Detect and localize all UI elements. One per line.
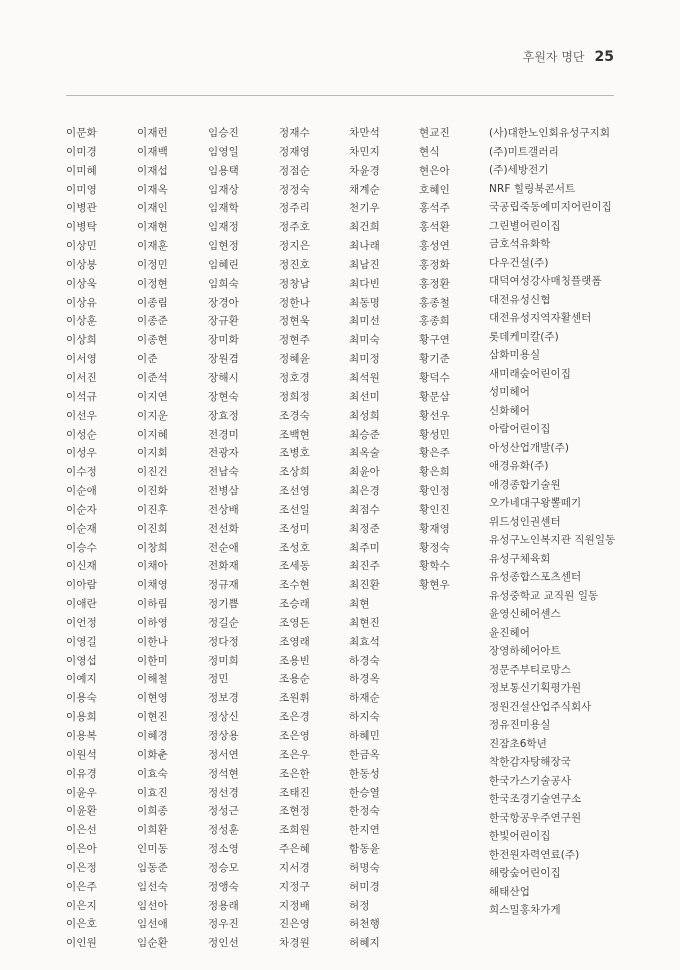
donor-name: 홍석주 <box>419 202 451 215</box>
donor-name: 최미선 <box>349 315 381 328</box>
donor-name: 허미경 <box>349 880 381 893</box>
donor-name: 이아람 <box>66 579 98 592</box>
donor-organization: 유성구노인복지관 직원일동 <box>489 534 616 546</box>
donor-name: 홍정화 <box>419 258 451 271</box>
donor-organization: 금호석유화학 <box>489 238 551 250</box>
donor-name: 정기쁨 <box>208 598 240 611</box>
donor-organization: 아람어린이집 <box>489 423 551 435</box>
donor-name: 이은호 <box>66 918 98 931</box>
donor-name: 정미희 <box>208 654 240 667</box>
donor-name: 조영래 <box>279 635 311 648</box>
donor-name: 이원석 <box>66 748 98 761</box>
donor-name: 최미정 <box>349 353 381 366</box>
donor-organization: 유성구체육회 <box>489 552 551 565</box>
donor-name: 황문삼 <box>419 390 451 403</box>
donor-name: 황인정 <box>419 485 451 498</box>
donor-name: 장미화 <box>208 334 240 347</box>
donor-name: 조원휘 <box>279 692 311 705</box>
donor-name: 최진주 <box>349 560 381 573</box>
donor-name: 정민 <box>208 673 229 686</box>
donor-name: 이용복 <box>66 730 98 742</box>
donor-name: 정지은 <box>279 240 311 253</box>
donor-name: 조태진 <box>279 786 311 799</box>
donor-organization: 진잠초6학년 <box>489 737 547 750</box>
donor-name: 임재학 <box>208 202 240 215</box>
donor-organization: 성미헤어 <box>489 386 530 398</box>
donor-organization: 장영하헤어아트 <box>489 645 561 657</box>
donor-organization: 그린별어린이집 <box>489 219 561 232</box>
donor-name: 이수정 <box>66 466 98 479</box>
donor-name: 정주리 <box>279 202 311 215</box>
page-number: 25 <box>594 49 614 65</box>
donor-name: 임혜린 <box>208 258 240 271</box>
donor-name: 조승래 <box>279 598 311 611</box>
donor-name: 지정구 <box>279 880 311 893</box>
donor-organization: 정유진미용실 <box>489 719 551 731</box>
donor-organization: 한국가스기술공사 <box>489 774 571 787</box>
donor-organization: 한국항공우주연구원 <box>489 811 582 824</box>
donor-name: 이용숙 <box>66 692 98 705</box>
donor-organization: 희스밀홍차가게 <box>489 904 561 916</box>
donor-name: 최다빈 <box>349 277 381 290</box>
donor-name: 정선경 <box>208 786 240 799</box>
donor-name: 정규재 <box>208 579 240 592</box>
name-column-1 <box>66 124 97 953</box>
donor-name: 이진후 <box>137 503 169 516</box>
donor-name: 최미숙 <box>349 334 381 347</box>
donor-name: 이한미 <box>137 654 169 667</box>
donor-name: 홍종희 <box>419 315 451 328</box>
donor-name: 임영일 <box>208 145 240 158</box>
donor-name: 최승준 <box>349 428 381 441</box>
donor-name: 이재현 <box>137 221 169 234</box>
donor-name: 조영돈 <box>279 616 311 629</box>
donor-name: 정서연 <box>208 748 240 761</box>
donor-name: 조용순 <box>279 673 311 686</box>
donor-name: 하지숙 <box>349 711 381 724</box>
donor-name: 이유경 <box>66 767 98 780</box>
donor-name: 이선우 <box>66 409 98 422</box>
donor-name: 황학수 <box>419 560 451 573</box>
donor-name: 이재백 <box>137 145 169 158</box>
donor-name: 정정숙 <box>279 183 311 196</box>
donor-name: 이종현 <box>137 334 169 347</box>
donor-name: 최현진 <box>349 616 381 629</box>
donor-name: 이해철 <box>137 673 169 686</box>
donor-name: 최정준 <box>349 522 381 535</box>
donor-name: 황은주 <box>419 447 451 460</box>
donor-name: 현교진 <box>419 127 451 139</box>
donor-name: 장경아 <box>208 296 240 309</box>
donor-name: 하혜민 <box>349 730 381 742</box>
donor-name: 한정숙 <box>349 805 381 818</box>
donor-name: 이서영 <box>66 353 98 366</box>
donor-name: 정우진 <box>208 918 240 931</box>
donor-name: 조성미 <box>279 522 311 535</box>
donor-name: 장현숙 <box>208 390 240 403</box>
donor-name: 이미경 <box>66 145 98 158</box>
donor-name: 황기준 <box>419 353 451 366</box>
donor-name: 이재훈 <box>137 240 169 253</box>
donor-name: 전상배 <box>208 503 240 516</box>
donor-name: 정소영 <box>208 843 240 856</box>
donor-name: 이성우 <box>66 447 98 460</box>
donor-name: 최성희 <box>349 409 381 422</box>
donor-name: 함동윤 <box>349 843 381 856</box>
donor-name: 정호경 <box>279 371 311 384</box>
donor-name: 임승진 <box>208 127 240 139</box>
donor-name: 이진건 <box>137 466 169 479</box>
donor-name: 정점순 <box>279 164 311 177</box>
donor-organization: 대덕여성강사매칭플랫폼 <box>489 275 602 287</box>
donor-name: 하재순 <box>349 692 381 705</box>
donor-name: 차만석 <box>349 127 381 139</box>
donor-name: 황선우 <box>419 409 451 422</box>
donor-name: 이정민 <box>137 258 169 271</box>
donor-name: 조성호 <box>279 541 311 554</box>
donor-name: 전경미 <box>208 428 240 441</box>
donor-name: 진은영 <box>279 918 311 931</box>
donor-name: 이미영 <box>66 183 98 196</box>
donor-name: 정희정 <box>279 390 311 403</box>
donor-name: 이효숙 <box>137 767 169 780</box>
donor-name: 조현정 <box>279 805 311 818</box>
donor-name: 조은한 <box>279 767 311 780</box>
donor-name: 이효진 <box>137 786 169 799</box>
donor-name: 정창남 <box>279 277 311 290</box>
donor-name: 정상용 <box>208 730 240 742</box>
donor-name: 이혜경 <box>137 730 169 742</box>
donor-name: 이영섭 <box>66 654 98 667</box>
donor-name: 최남진 <box>349 258 381 271</box>
donor-name: 조선일 <box>279 503 311 516</box>
donor-name: 이예지 <box>66 673 98 686</box>
donor-name: 홍석환 <box>419 221 451 234</box>
donor-name: 이인원 <box>66 937 98 950</box>
donor-organization: 아성산업개발(주) <box>489 441 570 454</box>
donor-name: 조용빈 <box>279 654 311 667</box>
donor-organization: 윤진헤어 <box>489 626 530 639</box>
donor-organization: (주)미트갤러리 <box>489 145 559 158</box>
donor-name: 최진환 <box>349 579 381 592</box>
donor-name: 임현정 <box>208 240 240 253</box>
donor-name: 전순애 <box>208 541 240 554</box>
donor-name: 황현우 <box>419 579 451 592</box>
section-title: 후원자 명단 <box>522 50 585 64</box>
donor-name: 정상신 <box>208 711 240 724</box>
donor-name: 정석현 <box>208 767 240 780</box>
donor-name: 허혜지 <box>349 937 381 950</box>
donor-name: 최은경 <box>349 485 381 498</box>
donor-name: 허정 <box>349 899 370 912</box>
donor-name: 이화춘 <box>137 748 169 761</box>
donor-name: 이지회 <box>137 447 169 460</box>
donor-organization: 롯데케미칼(주) <box>489 330 559 343</box>
donor-organization: 오가네대구왕뽈떼기 <box>489 497 582 509</box>
donor-name: 정재영 <box>279 145 311 158</box>
donor-name: 지서경 <box>279 861 311 874</box>
donor-name: 정현주 <box>279 334 311 347</box>
donor-name: 정주호 <box>279 221 311 234</box>
donor-name: 이준석 <box>137 371 169 384</box>
donor-organization: 정문주부티로망스 <box>489 663 571 676</box>
donor-organization: 애경종합기술원 <box>489 478 561 491</box>
donor-name: 정인선 <box>208 937 240 950</box>
donor-name: 정승모 <box>208 861 240 874</box>
donor-name: 홍성연 <box>419 240 451 253</box>
donor-organization: 대전유성지역자활센터 <box>489 312 592 324</box>
donor-organization: 신화헤어 <box>489 404 530 417</box>
donor-name: 최옥술 <box>349 447 381 460</box>
donor-name: 이윤환 <box>66 805 98 818</box>
donor-name: 이준 <box>137 353 158 366</box>
donor-name: 임용택 <box>208 164 240 177</box>
donor-name: 이진화 <box>137 485 169 498</box>
donor-name: 임선아 <box>137 899 169 912</box>
donor-name: 차경원 <box>279 937 311 950</box>
donor-name: 임동준 <box>137 861 169 874</box>
donor-name: 정진호 <box>279 258 311 271</box>
donor-name: 정용래 <box>208 899 240 912</box>
donor-name: 이서진 <box>66 371 98 384</box>
donor-name: 홍종철 <box>419 296 451 309</box>
donor-name: 이종림 <box>137 296 169 309</box>
donor-name: 이하림 <box>137 598 169 611</box>
donor-organization: 해랑숲어린이집 <box>489 867 561 879</box>
donor-name: 이상민 <box>66 240 98 253</box>
donor-organization: 다우건설(주) <box>489 256 549 269</box>
donor-name: 이희환 <box>137 824 169 837</box>
donor-name: 이재섭 <box>137 164 169 177</box>
donor-name: 이은선 <box>66 824 98 837</box>
donor-name: 이은정 <box>66 861 98 874</box>
donor-organization: 위드성인권센터 <box>489 515 561 528</box>
donor-name: 조은경 <box>279 711 311 724</box>
donor-name: 최효석 <box>349 635 381 648</box>
donor-name: 조은우 <box>279 748 311 761</box>
donor-name: 이희종 <box>137 805 169 818</box>
donor-name: 이용희 <box>66 711 98 724</box>
donor-name: 차윤경 <box>349 164 381 177</box>
donor-name: 최주미 <box>349 541 381 554</box>
donor-name: 현은아 <box>419 164 451 177</box>
donor-name: 이신재 <box>66 560 98 573</box>
donor-name: 이성순 <box>66 428 98 441</box>
donor-name: 이상희 <box>66 334 98 347</box>
donor-name: 황인진 <box>419 503 451 516</box>
organization-column <box>489 124 615 920</box>
donor-name: 황은희 <box>419 466 451 479</box>
donor-name: 하경옥 <box>349 673 381 686</box>
donor-name: 전병삼 <box>208 485 240 498</box>
donor-name: 전선화 <box>208 522 240 535</box>
donor-name: 이언정 <box>66 616 98 629</box>
donor-name: 채계순 <box>349 183 381 196</box>
donor-name: 최점수 <box>349 503 381 516</box>
donor-organization: 정원건설산업주식회사 <box>489 700 592 713</box>
donor-name: 임재상 <box>208 183 240 196</box>
donor-name: 이하영 <box>137 616 169 629</box>
donor-organization: 새미래숲어린이집 <box>489 367 571 380</box>
donor-name: 전광자 <box>208 447 240 460</box>
donor-name: 이윤우 <box>66 786 98 799</box>
donor-name: 이순자 <box>66 503 98 516</box>
donor-name: 정성훈 <box>208 824 240 837</box>
donor-name: 정성근 <box>208 805 240 818</box>
donor-name: 이애란 <box>66 598 98 611</box>
donor-name: 정앵숙 <box>208 880 240 893</box>
donor-name: 정현욱 <box>279 315 311 328</box>
donor-name: 주은혜 <box>279 843 311 856</box>
donor-name: 인미동 <box>137 843 169 856</box>
donor-name: 정다정 <box>208 635 240 648</box>
donor-name: 황덕수 <box>419 371 451 384</box>
donor-name: 조수현 <box>279 579 311 592</box>
donor-name: 이지혜 <box>137 428 169 441</box>
donor-name: 이영길 <box>66 635 98 648</box>
donor-name: 현식 <box>419 145 440 158</box>
donor-organization: 유성중학교 교직원 일동 <box>489 589 599 602</box>
donor-name: 황성민 <box>419 428 451 441</box>
donor-organization: 윤영신헤어센스 <box>489 608 561 620</box>
donor-name: 장해시 <box>208 371 240 384</box>
donor-name: 조경숙 <box>279 409 311 422</box>
donor-name: 장원겸 <box>208 353 240 366</box>
donor-name: 이병관 <box>66 202 98 215</box>
donor-name: 이은아 <box>66 843 98 856</box>
donor-name: 임선애 <box>137 918 169 931</box>
donor-organization: 대전유성신협 <box>489 293 551 306</box>
donor-organization: 한전원자력연료(주) <box>489 848 580 861</box>
donor-name: 장규환 <box>208 315 240 328</box>
donor-name: 이병탁 <box>66 221 98 234</box>
donor-name: 이지운 <box>137 409 169 422</box>
donor-name: 정보경 <box>208 692 240 705</box>
donor-name: 정한나 <box>279 296 311 309</box>
donor-name: 정길순 <box>208 616 240 629</box>
donor-organization: 해태산업 <box>489 885 530 898</box>
donor-name: 이상붕 <box>66 258 98 271</box>
donor-name: 이한나 <box>137 635 169 648</box>
donor-name: 이문화 <box>66 127 98 139</box>
donor-name: 최나래 <box>349 240 381 253</box>
donor-name: 최석원 <box>349 371 381 384</box>
donor-name: 하경숙 <box>349 654 381 667</box>
donor-name: 황구연 <box>419 334 451 347</box>
donor-organization: (주)세방전기 <box>489 164 549 176</box>
donor-name: 황재영 <box>419 522 451 535</box>
donor-name: 임선숙 <box>137 880 169 893</box>
donor-name: 조세동 <box>279 560 311 573</box>
donor-name: 최선미 <box>349 390 381 403</box>
donor-name: 조선영 <box>279 485 311 498</box>
name-column-2 <box>137 124 168 953</box>
header-divider <box>66 95 614 96</box>
donor-name: 이석규 <box>66 390 98 403</box>
donor-name: 임순환 <box>137 937 169 950</box>
donor-name: 천기우 <box>349 202 381 215</box>
donor-name: 최건희 <box>349 221 381 234</box>
donor-name: 임희숙 <box>208 277 240 290</box>
donor-name: 이재인 <box>137 202 169 215</box>
donor-name: 이진희 <box>137 522 169 535</box>
donor-name: 장효정 <box>208 409 240 422</box>
donor-organization: (사)대한노인회유성구지회 <box>489 127 611 139</box>
donor-name: 이정현 <box>137 277 169 290</box>
page-header <box>523 48 614 65</box>
donor-name: 이현진 <box>137 711 169 724</box>
donor-name: 호혜인 <box>419 183 451 196</box>
donor-name: 이미혜 <box>66 164 98 177</box>
donor-organization: 착한감자탕해장국 <box>489 756 571 768</box>
donor-name: 최동명 <box>349 296 381 309</box>
donor-name: 이채영 <box>137 579 169 592</box>
donor-organization: 한국조경기술연구소 <box>489 793 582 805</box>
name-column-5 <box>349 124 380 953</box>
donor-name: 임재정 <box>208 221 240 234</box>
donor-name: 조상희 <box>279 466 311 479</box>
donor-name: 이상유 <box>66 296 98 309</box>
donor-name: 황정숙 <box>419 541 451 554</box>
donor-name: 전남숙 <box>208 466 240 479</box>
donor-name: 조은영 <box>279 730 311 742</box>
donor-name: 차민지 <box>349 145 381 158</box>
donor-name: 이재옥 <box>137 183 169 196</box>
donor-name: 이채아 <box>137 560 169 573</box>
donor-name: 조백현 <box>279 428 311 441</box>
donor-name: 이상훈 <box>66 315 98 328</box>
donor-name: 이순재 <box>66 522 98 535</box>
donor-name: 이지연 <box>137 390 169 403</box>
donor-name: 이재런 <box>137 127 169 139</box>
donor-name: 이종준 <box>137 315 169 328</box>
donor-name: 조희원 <box>279 824 311 837</box>
name-column-4 <box>279 124 310 953</box>
donor-name: 정혜윤 <box>279 353 311 366</box>
donor-name: 허천행 <box>349 918 381 931</box>
donor-organization: 국공립죽동예미지어린이집 <box>489 201 612 213</box>
donor-organization: 한빛어린이집 <box>489 830 551 842</box>
donor-organization: 삼화미용실 <box>489 349 541 361</box>
donor-name: 한지연 <box>349 824 381 837</box>
donor-name: 이현영 <box>137 692 169 705</box>
donor-name: 정재수 <box>279 127 311 139</box>
donor-name: 조병호 <box>279 447 311 460</box>
donor-organization: NRF 힐링북콘서트 <box>489 182 576 195</box>
name-column-6 <box>419 124 450 595</box>
donor-name: 한동성 <box>349 767 381 780</box>
donor-name: 한금옥 <box>349 748 381 761</box>
donor-organization: 애경유화(주) <box>489 460 549 472</box>
donor-name: 최현 <box>349 598 370 611</box>
donor-name: 허명숙 <box>349 861 381 874</box>
donor-name: 이순애 <box>66 485 98 498</box>
donor-name: 홍정환 <box>419 277 451 290</box>
donor-name: 이상욱 <box>66 277 98 290</box>
donor-name: 한승열 <box>349 786 381 799</box>
name-column-3 <box>208 124 239 953</box>
donor-name: 지정배 <box>279 899 311 912</box>
donor-name: 전화재 <box>208 560 240 573</box>
donor-name: 이승수 <box>66 541 98 554</box>
donor-name: 이창희 <box>137 541 169 554</box>
donor-name: 이은주 <box>66 880 98 893</box>
donor-name: 최윤아 <box>349 466 381 479</box>
donor-name: 이은지 <box>66 899 98 912</box>
donor-organization: 정보통신기획평가원 <box>489 682 582 694</box>
donor-organization: 유성종합스포츠센터 <box>489 571 582 583</box>
